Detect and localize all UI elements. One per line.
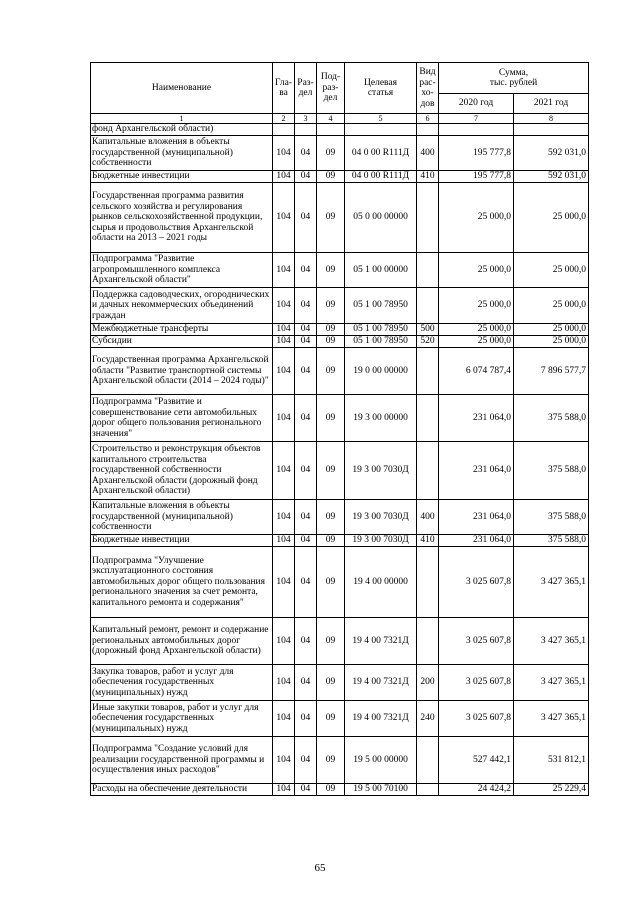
row-amount-2021: 375 588,0 xyxy=(514,442,589,500)
row-section: 04 xyxy=(295,442,317,500)
row-subsection: 09 xyxy=(317,336,345,348)
row-expense-type xyxy=(417,183,439,253)
column-number: 7 xyxy=(439,114,514,124)
row-expense-type xyxy=(417,288,439,324)
row-target-article: 19 3 00 7030Д xyxy=(345,500,417,535)
row-amount-2021: 592 031,0 xyxy=(514,171,589,183)
table-row xyxy=(91,336,589,348)
row-amount-2020: 231 064,0 xyxy=(439,500,514,535)
row-section: 04 xyxy=(295,183,317,253)
table-row xyxy=(91,547,589,618)
row-subsection: 09 xyxy=(317,324,345,336)
row-target-article: 19 4 00 7321Д xyxy=(345,618,417,665)
row-name: Государственная программа Архангельской области "Развитие транспортной системы Архангельской области (2014 – 2024 годы)" xyxy=(91,348,273,395)
column-number: 6 xyxy=(417,114,439,124)
row-expense-type xyxy=(417,784,439,796)
header-target: Целевая статья xyxy=(345,63,417,114)
row-amount-2020: 231 064,0 xyxy=(439,535,514,547)
row-amount-2020: 231 064,0 xyxy=(439,395,514,442)
row-name: Бюджетные инвестиции xyxy=(91,535,273,547)
row-amount-2020: 25 000,0 xyxy=(439,253,514,288)
row-expense-type: 400 xyxy=(417,500,439,535)
table-row xyxy=(91,500,589,535)
row-chapter: 104 xyxy=(273,535,295,547)
row-target-article: 04 0 00 R111Д xyxy=(345,136,417,171)
row-chapter: 104 xyxy=(273,665,295,701)
row-target-article: 05 1 00 78950 xyxy=(345,324,417,336)
table-row xyxy=(91,535,589,547)
row-target-article: 05 1 00 00000 xyxy=(345,253,417,288)
row-chapter: 104 xyxy=(273,701,295,737)
row-expense-type xyxy=(417,618,439,665)
row-section: 04 xyxy=(295,253,317,288)
table-row xyxy=(91,701,589,737)
header-section: Раз- дел xyxy=(295,63,317,114)
row-amount-2020: 25 000,0 xyxy=(439,183,514,253)
row-amount-2021: 25 000,0 xyxy=(514,288,589,324)
row-target-article: 04 0 00 R111Д xyxy=(345,171,417,183)
table-header xyxy=(91,63,589,124)
row-chapter: 104 xyxy=(273,618,295,665)
table-row xyxy=(91,136,589,171)
row-section: 04 xyxy=(295,171,317,183)
row-amount-2020: 3 025 607,8 xyxy=(439,618,514,665)
row-amount-2021: 25 000,0 xyxy=(514,336,589,348)
table-row xyxy=(91,348,589,395)
row-chapter: 104 xyxy=(273,336,295,348)
row-chapter: 104 xyxy=(273,288,295,324)
table-row xyxy=(91,442,589,500)
row-section: 04 xyxy=(295,547,317,618)
row-section: 04 xyxy=(295,336,317,348)
budget-table-wrapper xyxy=(90,62,588,796)
column-number: 1 xyxy=(91,114,273,124)
row-target-article: 19 3 00 00000 xyxy=(345,395,417,442)
row-chapter: 104 xyxy=(273,183,295,253)
row-name: Расходы на обеспечение деятельности xyxy=(91,784,273,796)
row-chapter: 104 xyxy=(273,324,295,336)
row-section: 04 xyxy=(295,737,317,784)
row-name: Бюджетные инвестиции xyxy=(91,171,273,183)
row-subsection: 09 xyxy=(317,737,345,784)
row-name: Поддержка садоводческих, огороднических и дачных некоммерческих объединений граждан xyxy=(91,288,273,324)
row-amount-2021: 3 427 365,1 xyxy=(514,665,589,701)
row-amount-2021: 25 000,0 xyxy=(514,253,589,288)
row-name: Закупка товаров, работ и услуг для обеспечения государственных (муниципальных) нужд xyxy=(91,665,273,701)
row-amount-2021: 531 812,1 xyxy=(514,737,589,784)
row-expense-type xyxy=(417,253,439,288)
row-chapter: 104 xyxy=(273,547,295,618)
row-amount-2021: 3 427 365,1 xyxy=(514,701,589,737)
row-amount-2020: 25 000,0 xyxy=(439,288,514,324)
header-subsection: Под- раз- дел xyxy=(317,63,345,114)
table-row xyxy=(91,665,589,701)
row-amount-2021: 3 427 365,1 xyxy=(514,618,589,665)
row-amount-2020: 527 442,1 xyxy=(439,737,514,784)
row-amount-2020: 25 000,0 xyxy=(439,324,514,336)
row-expense-type xyxy=(417,442,439,500)
row-subsection: 09 xyxy=(317,288,345,324)
header-year-2021: 2021 год xyxy=(514,94,589,114)
row-expense-type xyxy=(417,737,439,784)
row-target-article: 19 5 00 70100 xyxy=(345,784,417,796)
column-number: 4 xyxy=(317,114,345,124)
row-amount-2020: 195 777,8 xyxy=(439,171,514,183)
row-amount-2020: 24 424,2 xyxy=(439,784,514,796)
row-subsection: 09 xyxy=(317,618,345,665)
row-section: 04 xyxy=(295,784,317,796)
row-name: Межбюджетные трансферты xyxy=(91,324,273,336)
row-amount-2020: 25 000,0 xyxy=(439,336,514,348)
row-target-article: 19 4 00 00000 xyxy=(345,547,417,618)
row-expense-type xyxy=(417,547,439,618)
header-sum: Сумма, тыс. рублей xyxy=(439,63,589,94)
row-name: Подпрограмма "Создание условий для реализации государственной программы и осуществления иных расходов" xyxy=(91,737,273,784)
row-target-article: 19 5 00 00000 xyxy=(345,737,417,784)
row-target-article: 05 1 00 78950 xyxy=(345,288,417,324)
row-expense-type: 500 xyxy=(417,324,439,336)
header-name: Наименование xyxy=(91,63,273,114)
row-expense-type xyxy=(417,395,439,442)
row-subsection: 09 xyxy=(317,136,345,171)
row-chapter: 104 xyxy=(273,253,295,288)
row-name: Подпрограмма "Улучшение эксплуатационного состояния автомобильных дорог общего пользования регионального значения за счет ремонта, капитального ремонта и содержания" xyxy=(91,547,273,618)
row-target-article: 19 4 00 7321Д xyxy=(345,701,417,737)
column-number: 8 xyxy=(514,114,589,124)
row-name: Капитальный ремонт, ремонт и содержание региональных автомобильных дорог (дорожный фонд Архангельской области) xyxy=(91,618,273,665)
row-section: 04 xyxy=(295,324,317,336)
row-section: 04 xyxy=(295,665,317,701)
row-section: 04 xyxy=(295,701,317,737)
row-name: Государственная программа развития сельского хозяйства и регулирования рынков сельскохозяйственной продукции, сырья и продовольствия Архангельской области на 2013 – 2021 годы xyxy=(91,183,273,253)
row-expense-type: 410 xyxy=(417,171,439,183)
row-name: Подпрограмма "Развитие и совершенствование сети автомобильных дорог общего пользования регионального значения" xyxy=(91,395,273,442)
row-amount-2020: 6 074 787,4 xyxy=(439,348,514,395)
row-subsection: 09 xyxy=(317,171,345,183)
column-number: 5 xyxy=(345,114,417,124)
table-row xyxy=(91,737,589,784)
table-row xyxy=(91,784,589,796)
row-subsection: 09 xyxy=(317,253,345,288)
row-section: 04 xyxy=(295,500,317,535)
row-expense-type: 240 xyxy=(417,701,439,737)
row-subsection: 09 xyxy=(317,500,345,535)
row-name: Капитальные вложения в объекты государственной (муниципальной) собственности xyxy=(91,500,273,535)
row-target-article: 05 0 00 00000 xyxy=(345,183,417,253)
row-target-article: 19 4 00 7321Д xyxy=(345,665,417,701)
row-chapter: 104 xyxy=(273,348,295,395)
row-amount-2021: 375 588,0 xyxy=(514,395,589,442)
row-section: 04 xyxy=(295,136,317,171)
row-subsection: 09 xyxy=(317,442,345,500)
row-chapter: 104 xyxy=(273,171,295,183)
row-subsection: 09 xyxy=(317,784,345,796)
row-subsection: 09 xyxy=(317,701,345,737)
row-amount-2020: 195 777,8 xyxy=(439,136,514,171)
header-year-2020: 2020 год xyxy=(439,94,514,114)
continuation-row xyxy=(91,124,589,136)
row-chapter: 104 xyxy=(273,395,295,442)
row-subsection: 09 xyxy=(317,665,345,701)
row-amount-2021: 592 031,0 xyxy=(514,136,589,171)
row-expense-type: 520 xyxy=(417,336,439,348)
row-name: Субсидии xyxy=(91,336,273,348)
row-chapter: 104 xyxy=(273,737,295,784)
column-number: 2 xyxy=(273,114,295,124)
row-section: 04 xyxy=(295,618,317,665)
row-chapter: 104 xyxy=(273,784,295,796)
row-expense-type xyxy=(417,348,439,395)
row-amount-2021: 25 000,0 xyxy=(514,183,589,253)
row-amount-2021: 375 588,0 xyxy=(514,535,589,547)
row-target-article: 05 1 00 78950 xyxy=(345,336,417,348)
column-number: 3 xyxy=(295,114,317,124)
row-amount-2021: 25 000,0 xyxy=(514,324,589,336)
row-amount-2021: 25 229,4 xyxy=(514,784,589,796)
row-chapter: 104 xyxy=(273,136,295,171)
row-expense-type: 410 xyxy=(417,535,439,547)
row-name: Иные закупки товаров, работ и услуг для обеспечения государственных (муниципальных) нужд xyxy=(91,701,273,737)
row-expense-type: 400 xyxy=(417,136,439,171)
row-amount-2020: 3 025 607,8 xyxy=(439,665,514,701)
row-target-article: 19 3 00 7030Д xyxy=(345,535,417,547)
header-expense-type: Вид рас- хо- дов xyxy=(417,63,439,114)
row-target-article: 19 3 00 7030Д xyxy=(345,442,417,500)
row-name: Строительство и реконструкция объектов капитального строительства государственной собственности Архангельской области (дорожный фонд Архангельской области) xyxy=(91,442,273,500)
table-row xyxy=(91,618,589,665)
row-subsection: 09 xyxy=(317,348,345,395)
continuation-text: фонд Архангельской области) xyxy=(91,124,273,136)
row-subsection: 09 xyxy=(317,183,345,253)
page-number: 65 xyxy=(314,862,326,874)
table-row xyxy=(91,253,589,288)
table-body xyxy=(91,124,589,796)
row-subsection: 09 xyxy=(317,395,345,442)
row-section: 04 xyxy=(295,288,317,324)
row-subsection: 09 xyxy=(317,535,345,547)
table-row xyxy=(91,395,589,442)
row-amount-2020: 231 064,0 xyxy=(439,442,514,500)
table-row xyxy=(91,183,589,253)
table-row xyxy=(91,324,589,336)
row-section: 04 xyxy=(295,348,317,395)
row-amount-2021: 375 588,0 xyxy=(514,500,589,535)
row-amount-2021: 7 896 577,7 xyxy=(514,348,589,395)
row-name: Капитальные вложения в объекты государственной (муниципальной) собственности xyxy=(91,136,273,171)
row-amount-2020: 3 025 607,8 xyxy=(439,547,514,618)
row-amount-2020: 3 025 607,8 xyxy=(439,701,514,737)
row-chapter: 104 xyxy=(273,442,295,500)
row-name: Подпрограмма "Развитие агропромышленного комплекса Архангельской области" xyxy=(91,253,273,288)
header-chapter: Гла- ва xyxy=(273,63,295,114)
row-section: 04 xyxy=(295,395,317,442)
column-numbers-row xyxy=(91,114,589,124)
row-chapter: 104 xyxy=(273,500,295,535)
table-row xyxy=(91,288,589,324)
budget-table xyxy=(90,62,589,796)
table-row xyxy=(91,171,589,183)
row-expense-type: 200 xyxy=(417,665,439,701)
row-section: 04 xyxy=(295,535,317,547)
row-amount-2021: 3 427 365,1 xyxy=(514,547,589,618)
row-subsection: 09 xyxy=(317,547,345,618)
row-target-article: 19 0 00 00000 xyxy=(345,348,417,395)
